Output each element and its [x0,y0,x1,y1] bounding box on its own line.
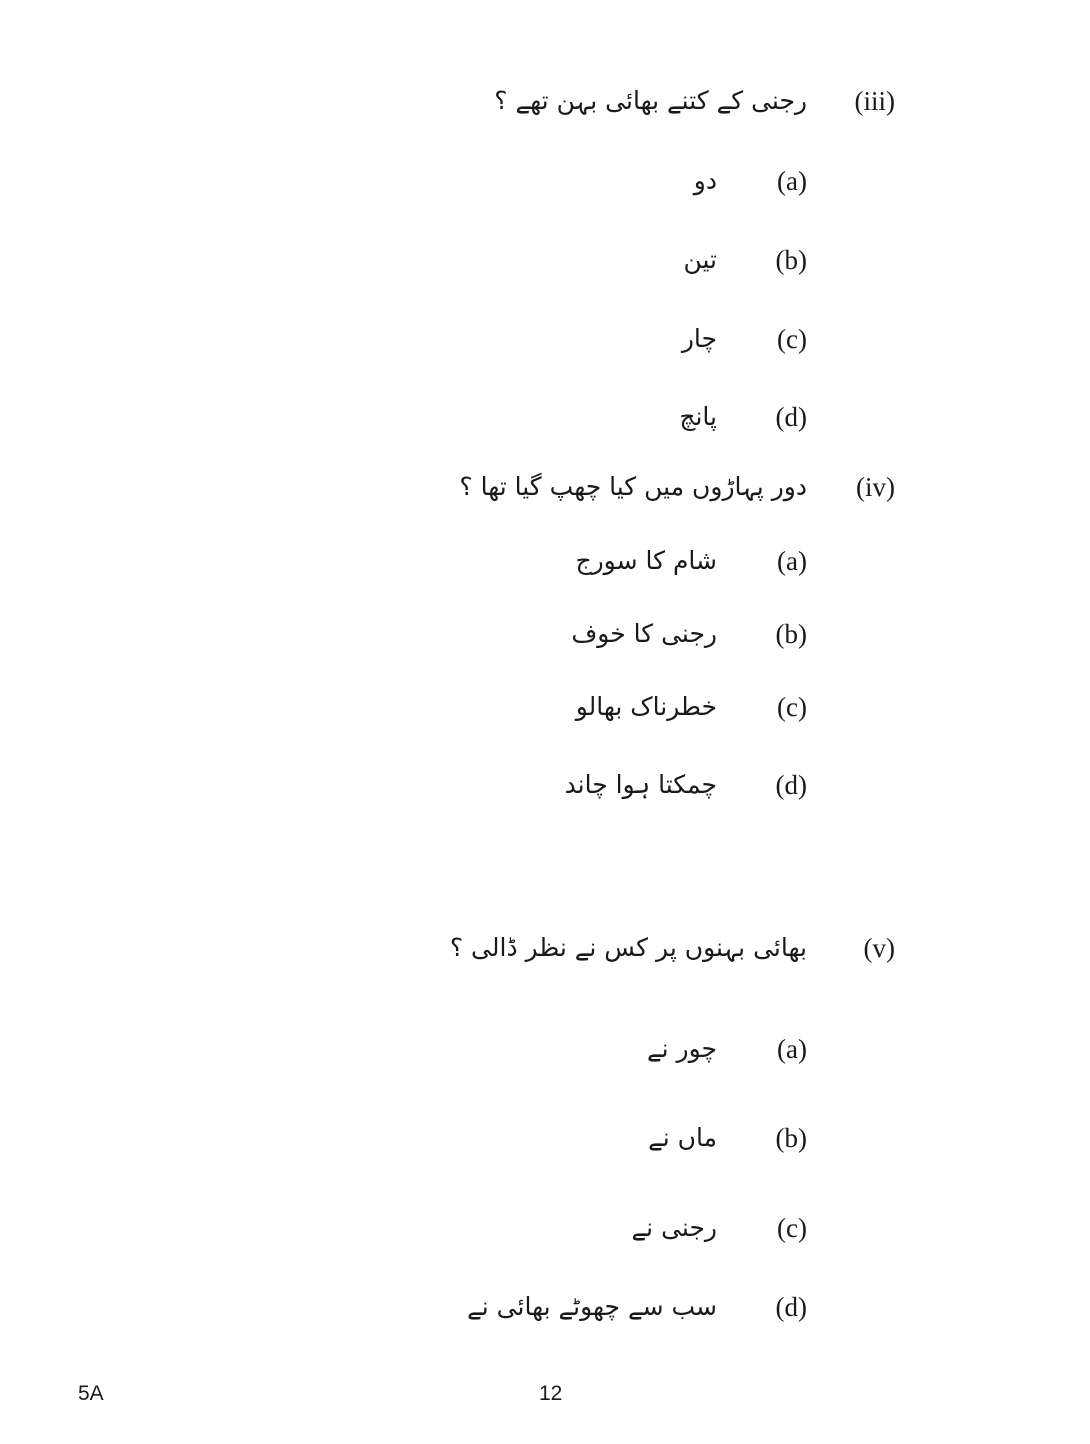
page-number: 12 [539,1382,563,1405]
option-letter: (d) [775,1292,807,1322]
option-text: تین [683,245,717,274]
option-letter: (c) [777,1213,807,1243]
question-number: (iv) [856,472,895,502]
option-text: رجنی نے [631,1213,717,1242]
question-text: رجنی کے کتنے بھائی بہن تھے ؟ [494,86,807,115]
question-number: (iii) [854,86,895,116]
option-text: سب سے چھوٹے بھائی نے [467,1292,717,1321]
option-text: شام کا سورج [575,546,717,575]
question-text: دور پہاڑوں میں کیا چھپ گیا تھا ؟ [459,472,807,501]
option-letter: (a) [777,1034,807,1064]
option-letter: (b) [775,245,807,275]
option-letter: (c) [777,692,807,722]
option-letter: (b) [775,619,807,649]
paper-code: 5A [78,1382,104,1405]
option-letter: (b) [775,1123,807,1153]
option-letter: (a) [777,166,807,196]
option-letter: (c) [777,324,807,354]
option-text: خطرناک بھالو [575,692,717,721]
question-number: (v) [863,933,895,963]
option-letter: (d) [775,402,807,432]
option-letter: (d) [775,770,807,800]
option-text: چور نے [647,1034,717,1063]
option-text: چمکتا ہوا چاند [564,770,717,799]
option-letter: (a) [777,546,807,576]
option-text: دو [693,166,717,195]
option-text: ماں نے [648,1123,717,1152]
option-text: چار [681,324,717,353]
option-text: رجنی کا خوف [571,619,717,648]
option-text: پانچ [679,402,717,431]
question-text: بھائی بہنوں پر کس نے نظر ڈالی ؟ [449,933,807,962]
